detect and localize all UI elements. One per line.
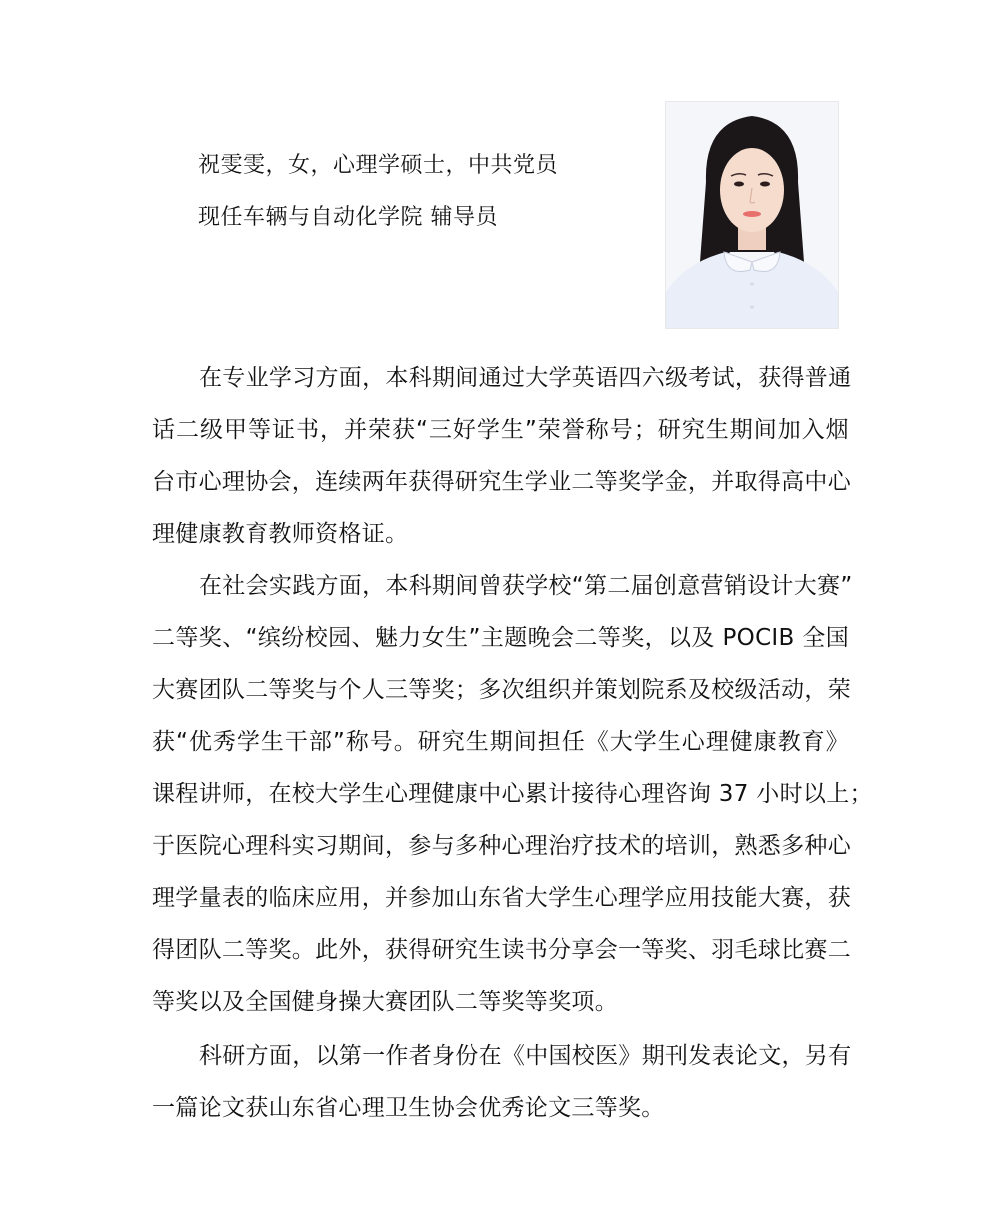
text-line: 一篇论文获山东省心理卫生协会优秀论文三等奖。	[152, 1095, 665, 1121]
text-line: 于医院心理科实习期间，参与多种心理治疗技术的培训，熟悉多种心	[152, 833, 851, 859]
text-line: 课程讲师，在校大学生心理健康中心累计接待心理咨询 37 小时以上；	[152, 781, 873, 807]
text-line: 大赛团队二等奖与个人三等奖；多次组织并策划院系及校级活动，荣	[152, 677, 851, 703]
text-line: 在专业学习方面，本科期间通过大学英语四六级考试，获得普通	[199, 365, 852, 391]
profile-name-line: 祝雯雯，女，心理学硕士，中共党员	[198, 153, 559, 178]
text-line: 台市心理协会，连续两年获得研究生学业二等奖学金，并取得高中心	[152, 469, 851, 495]
text-line: 在社会实践方面，本科期间曾获学校“第二届创意营销设计大赛”	[199, 573, 853, 599]
portrait-photo	[665, 101, 839, 329]
text-line: 二等奖、“缤纷校园、魅力女生”主题晚会二等奖，以及 POCIB 全国	[152, 625, 849, 651]
text-line: 获“优秀学生干部”称号。研究生期间担任《大学生心理健康教育》	[152, 729, 849, 755]
profile-position-line: 现任车辆与自动化学院 辅导员	[198, 205, 498, 230]
text-line: 等奖以及全国健身操大赛团队二等奖等奖项。	[152, 989, 618, 1015]
text-line: 理健康教育教师资格证。	[152, 521, 409, 547]
text-line: 得团队二等奖。此外，获得研究生读书分享会一等奖、羽毛球比赛二	[152, 937, 851, 963]
text-line: 话二级甲等证书，并荣获“三好学生”荣誉称号；研究生期间加入烟	[152, 417, 849, 443]
text-line: 理学量表的临床应用，并参加山东省大学生心理学应用技能大赛，获	[152, 885, 851, 911]
text-line: 科研方面，以第一作者身份在《中国校医》期刊发表论文，另有	[199, 1043, 852, 1069]
